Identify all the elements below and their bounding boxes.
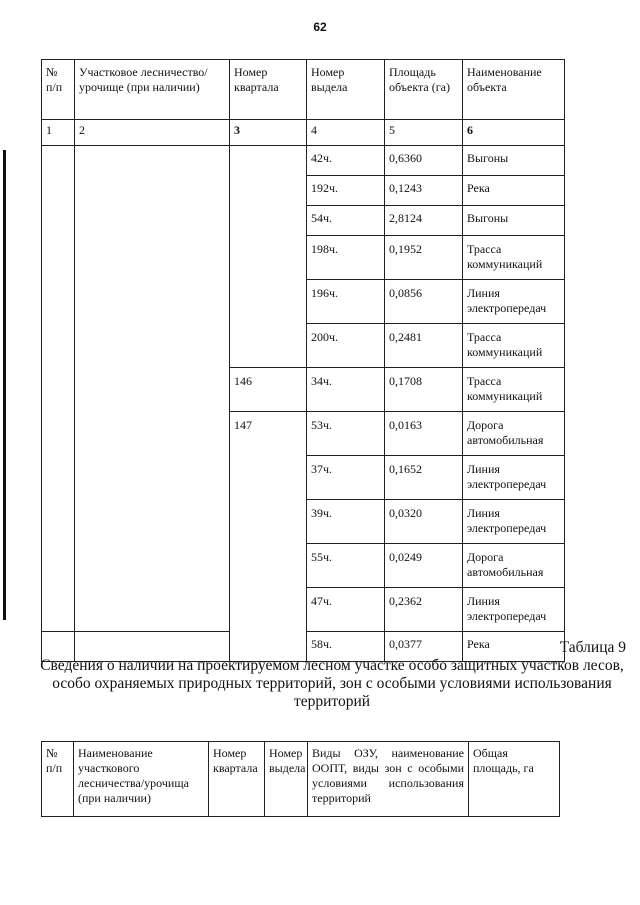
col-header-total-area: Общая площадь, га (469, 742, 560, 817)
col-number: 5 (385, 120, 463, 146)
protected-areas-table (41, 741, 560, 817)
area-cell: 0,1652 (385, 456, 463, 500)
section-cell: 39ч. (307, 500, 385, 544)
section-cell: 192ч. (307, 176, 385, 206)
number-cell (42, 146, 75, 632)
area-cell: 0,2481 (385, 324, 463, 368)
table-row (42, 146, 565, 176)
forestry-cell (75, 146, 230, 632)
area-cell: 0,1243 (385, 176, 463, 206)
area-cell: 2,8124 (385, 206, 463, 236)
col-header-forestry: Наименование участкового лесничества/урочища (при наличии) (74, 742, 209, 817)
object-name-cell: Река (463, 176, 565, 206)
col-header-section: Номер выдела (307, 60, 385, 120)
object-name-cell: Трасса коммуникаций (463, 236, 565, 280)
col-header-area: Площадь объекта (га) (385, 60, 463, 120)
col-header-quarter: Номер квартала (209, 742, 265, 817)
section-cell: 196ч. (307, 280, 385, 324)
col-header-object-name: Наименование объекта (463, 60, 565, 120)
area-cell: 0,0856 (385, 280, 463, 324)
section-cell: 198ч. (307, 236, 385, 280)
section-cell: 54ч. (307, 206, 385, 236)
area-cell: 0,6360 (385, 146, 463, 176)
area-cell: 0,2362 (385, 588, 463, 632)
col-number: 4 (307, 120, 385, 146)
object-name-cell: Трасса коммуникаций (463, 368, 565, 412)
object-name-cell: Выгоны (463, 206, 565, 236)
section-cell: 58ч. (307, 632, 385, 662)
section-cell: 55ч. (307, 544, 385, 588)
table-title: Сведения о наличии на проектируемом лесном участке особо защитных участков лесов, особо охраняемых природных территорий, зон с особыми условиями использования территорий (40, 657, 624, 710)
object-name-cell: Линия электропередач (463, 588, 565, 632)
quarter-cell (230, 146, 307, 368)
page-number: 62 (313, 20, 327, 34)
area-cell: 0,0249 (385, 544, 463, 588)
col-header-number: № п/п (42, 60, 75, 120)
col-header-quarter: Номер квартала (230, 60, 307, 120)
quarter-cell: 147 (230, 412, 307, 662)
section-cell: 47ч. (307, 588, 385, 632)
section-cell: 53ч. (307, 412, 385, 456)
area-cell: 0,0377 (385, 632, 463, 662)
col-header-number: № п/п (42, 742, 74, 817)
col-number: 6 (463, 120, 565, 146)
object-name-cell: Линия электропередач (463, 500, 565, 544)
col-number: 2 (75, 120, 230, 146)
col-header-section: Номер выдела (265, 742, 308, 817)
area-cell: 0,0320 (385, 500, 463, 544)
col-number: 3 (230, 120, 307, 146)
section-cell: 200ч. (307, 324, 385, 368)
forest-objects-table (41, 59, 565, 662)
col-header-forestry: Участковое лесничество/урочище (при наличии) (75, 60, 230, 120)
table-header-row (42, 60, 565, 120)
section-cell: 42ч. (307, 146, 385, 176)
section-cell: 37ч. (307, 456, 385, 500)
col-header-zone-types: Виды ОЗУ, наименование ООПТ, виды зон с особыми условиями использования территорий (308, 742, 469, 817)
area-cell: 0,1952 (385, 236, 463, 280)
object-name-cell: Дорога автомобильная (463, 544, 565, 588)
object-name-cell: Выгоны (463, 146, 565, 176)
table-header-row (42, 742, 560, 817)
column-number-row (42, 120, 565, 146)
object-name-cell: Линия электропередач (463, 280, 565, 324)
object-name-cell: Дорога автомобильная (463, 412, 565, 456)
margin-rule (3, 150, 6, 620)
area-cell: 0,1708 (385, 368, 463, 412)
quarter-cell: 146 (230, 368, 307, 412)
object-name-cell: Линия электропередач (463, 456, 565, 500)
table-label: Таблица 9 (559, 639, 626, 656)
area-cell: 0,0163 (385, 412, 463, 456)
object-name-cell: Трасса коммуникаций (463, 324, 565, 368)
section-cell: 34ч. (307, 368, 385, 412)
object-name-cell: Река (463, 632, 565, 662)
col-number: 1 (42, 120, 75, 146)
